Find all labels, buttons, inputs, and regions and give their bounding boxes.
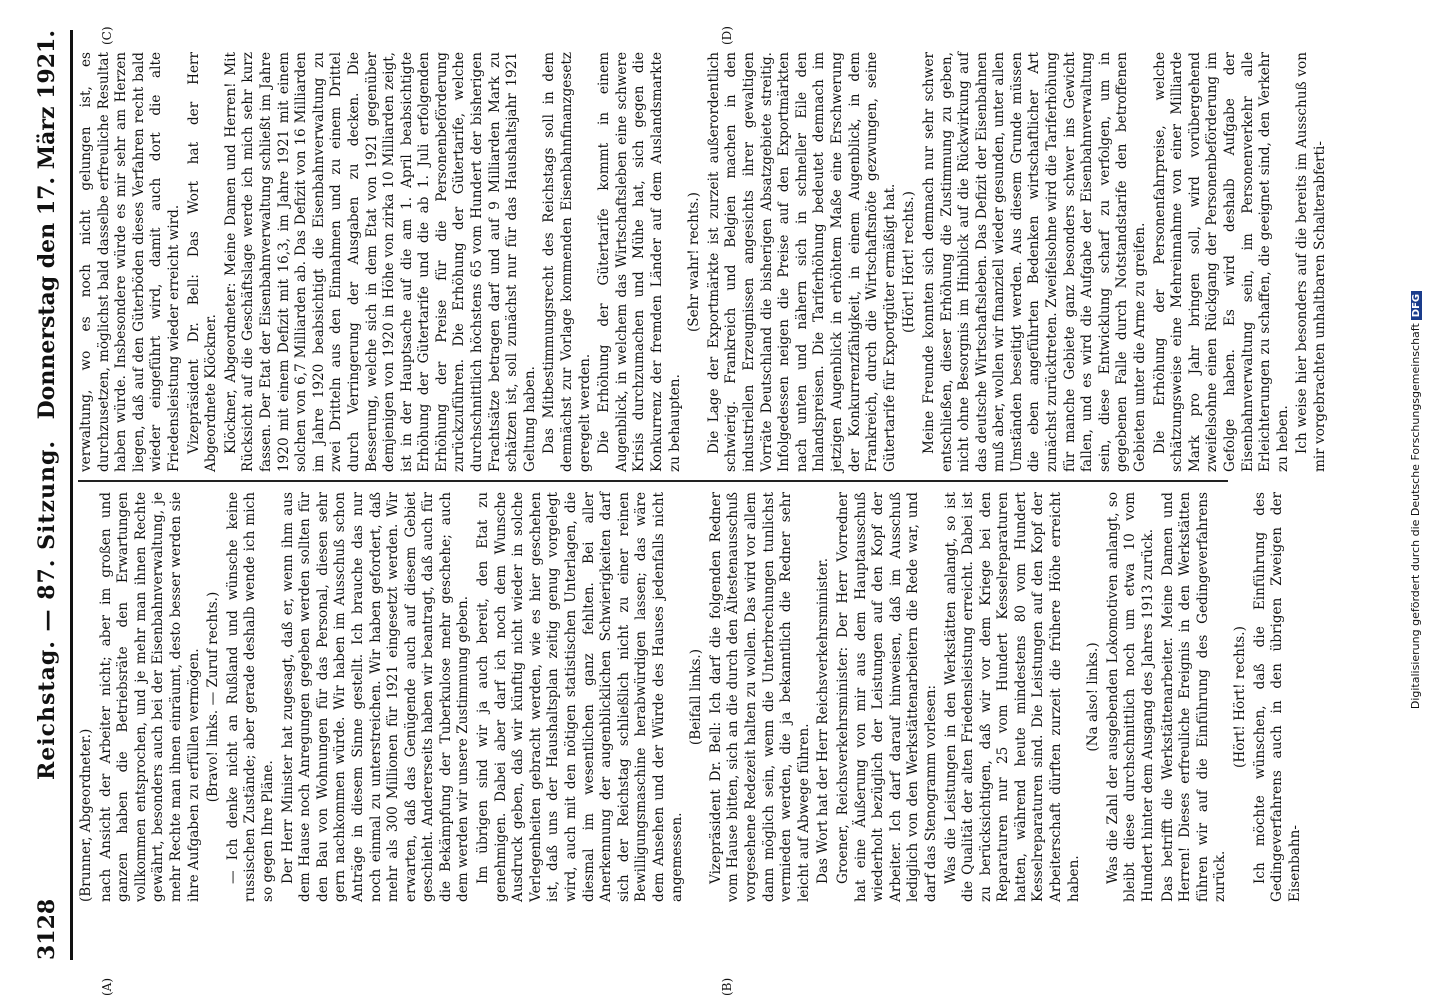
paragraph: verwaltung, wo es noch nicht gelungen ist, es durchzusetzen, möglichst bald dasselbe erfreuliche Resultat haben würde. Insbesondere würde es mir sehr am Herzen liegen, daß auf den Güterböden dieses Verfahren recht bald wieder eingeführt wird, damit auch dort die alte Friedensleistung wieder erreicht wird. xyxy=(78,52,182,472)
paragraph: — Ich denke nicht an Rußland und wünsche keine russischen Zustände; aber gerade deshalb wende ich mich so gegen Ihre Pläne. xyxy=(224,492,276,902)
margin-marker-d: (D) xyxy=(720,26,734,45)
dfg-logo: DFG xyxy=(1411,291,1422,320)
page-header xyxy=(28,30,68,960)
margin-marker-c: (C) xyxy=(100,26,114,45)
margin-marker-a: (A) xyxy=(100,977,114,996)
quoted-stenogram: Was die Leistungen in den Werkstätten anlangt, so ist die Qualität der alten Friedensleistung erreicht. Dabei ist zu berücksichtigen, daß wir vor dem Kriege bei den Reparaturen nur 25 vom Hundert Kesselreparaturen hatten, während heute mindestens 80 vom Hundert Kesselreparaturen sind. Die Leistungen auf den Kopf der Arbeiterschaft dürften zurzeit die frühere Höhe erreicht haben. xyxy=(942,492,1082,902)
paragraph: Was die Zahl der ausgebenden Lokomotiven anlangt, so bleibt diese durchschnittlich noch um etwa 10 vom Hundert hinter dem Ausgang des Jahres 1913 zurück. xyxy=(1104,492,1157,902)
paragraph: Das betrifft die Werkstättenarbeiter. Meine Damen und Herren! Dieses erfreuliche Ereignis in den Werkstätten führen wir auf die Einführung des Gedingeverfahrens zurück. xyxy=(1159,492,1229,902)
interjection: (Hört! Hört! rechts.) xyxy=(1232,626,1248,768)
header-rule xyxy=(70,30,73,960)
speaker-note: (Brunner, Abgeordneter.) xyxy=(78,728,94,902)
paragraph: Das Mitbestimmungsrecht des Reichstags soll in dem demnächst zur Vorlage kommenden Eisenbahnfinanzgesetz geregelt werden. xyxy=(541,52,593,472)
paragraph: Vizepräsident Dr. Bell: Das Wort hat der Herr Abgeordnete Klöckner. xyxy=(185,52,220,472)
digitization-credit xyxy=(1406,0,1430,1000)
text-column-right xyxy=(78,52,1332,472)
paragraph: Die Erhöhung der Personenfahrpreise, welche schätzungsweise eine Mehreinnahme von einer Milliarde Mark pro Jahr bringen soll, wird vorübergehend zweifelsohne einen Rückgang der Personenbeförderung im Gefolge haben. Es wird deshalb Aufgabe der Eisenbahnverwaltung sein, im Personenverkehr alle Erleichterungen zu schaffen, die geeignet sind, den Verkehr zu heben. xyxy=(1151,52,1291,472)
page-number: 3128 xyxy=(34,898,60,960)
paragraph: Meine Freunde konnten sich demnach nur sehr schwer entschließen, dieser Erhöhung die Zustimmung zu geben, nicht ohne Besorgnis im Hinblick auf die Rückwirkung auf das deutsche Wirtschaftsleben. Das Defizit der Eisenbahnen muß aber, wollen wir finanziell wieder gesunden, unter allen Umständen beseitigt werden. Aus diesem Grunde müssen die eben angeführten Bedenken wirtschaftlicher Art zunächst zurücktreten. Zweifelsohne wird die Tariferhöhung für manche Gebiete ganz besonders schwer ins Gewicht fallen, und es wird die Aufgabe der Eisenbahnverwaltung sein, diese Entwicklung scharf zu verfolgen, um in gegebenen Falle durch Notstandstarife den betroffenen Gebieten unter die Arme zu greifen. xyxy=(920,52,1149,472)
paragraph: Die Erhöhung der Gütertarife kommt in einem Augenblick, in welchem das Wirtschaftsleben eine schwere Krisis durchzumachen und Mühe hat, sich gegen die Konkurrenz der fremden Länder auf dem Auslandsmarkte zu behaupten. xyxy=(596,52,683,472)
paragraph: Klöckner, Abgeordneter: Meine Damen und Herren! Mit Rücksicht auf die Geschäftslage werde ich mich sehr kurz fassen. Der Etat der Eisenbahnverwaltung schließt im Jahre 1920 mit einem Defizit mit 16,3, im Jahre 1921 mit einem solchen von 6,7 Milliarden ab. Das Defizit von 16 Milliarden im Jahre 1920 beabsichtigt die Eisenbahnverwaltung zu zwei Dritteln aus den Einnahmen und zu einem Drittel durch Verringerung der Ausgaben zu decken. Die Besserung, welche sich in dem Etat von 1921 gegenüber demjenigen von 1920 in Höhe von zirka 10 Milliarden zeigt, ist in der Hauptsache auf die am 1. April beabsichtigte Erhöhung der Gütertarife und die ab 1. Juli erfolgenden Erhöhung der Preise für die Personenbeförderung zurückzuführen. Die Erhöhung der Gütertarife, welche durchschnittlich höchstens 65 vom Hundert der bisherigen Frachtsätze betragen darf und auf 9 Milliarden Mark zu schätzen ist, soll zunächst nur für das Haushaltsjahr 1921 Geltung haben. xyxy=(222,52,538,472)
text-column-left xyxy=(78,492,1306,902)
interjection: (Hört! Hört! rechts.) xyxy=(901,191,918,333)
paragraph: Die Lage der Exportmärkte ist zurzeit außerordentlich schwierig. Frankreich und Belgien machen in den industriellen Erzeugnissen angesichts ihrer gewaltigen Vorräte Deutschland die bisherigen Absatzgebiete streitig. Infolgedessen neigen die Preise auf den Exportmärkten nach unten und nähern sich in schneller Eile den Inlandspreisen. Die Tariferhöhung bedeutet demnach im jetzigen Augenblick in erhöhtem Maße eine Erschwerung der Konkurrenzfähigkeit, in einem Augenblick, in dem Frankreich, durch die Wirtschaftsnöte gezwungen, seine Gütertarife für Exportgüter ermäßigt hat. xyxy=(705,52,898,472)
paragraph: Ich möchte wünschen, daß die Einführung des Gedingeverfahrens auch in den übrigen Zweigen der Eisenbahn- xyxy=(1251,492,1303,902)
paragraph: Groener, Reichsverkehrsminister: Der Herr Vorredner hat eine Äußerung von mir aus dem Hauptausschuß wiederholt bezüglich der Leistungen auf den Kopf der Arbeiter. Ich darf darauf hinweisen, daß im Ausschuß lediglich von den Werkstättenarbeitern die Rede war, und darf das Stenogramm vorlesen: xyxy=(834,492,939,902)
session-date: Donnerstag den 17. März 1921. xyxy=(34,30,60,420)
paragraph: Der Herr Minister hat zugesagt, daß er, wenn ihm aus dem Hause noch Anregungen gegeben werden sollten für den Bau von Wohnungen für das Personal, diesen sehr gern nachkommen würde. Wir haben im Ausschuß schon Anträge in diesem Sinne gestellt. Ich brauche das nur noch einmal zu unterstreichen. Wir haben gefordert, daß mehr als 300 Millionen für 1921 eingesetzt werden. Wir erwarten, daß das Genügende auch auf diesem Gebiet geschieht. Andererseits haben wir beantragt, daß auch für die Bekämpfung der Tuberkulose mehr geschehe; auch dem werden wir unsere Zustimmung geben. xyxy=(279,492,472,902)
interjection: (Bravo! links. — Zuruf rechts.) xyxy=(205,591,222,803)
margin-marker-b: (B) xyxy=(720,977,734,996)
paragraph: Ich weise hier besonders auf die bereits im Ausschuß von mir vorgebrachten unhaltbaren Schalterabferti- xyxy=(1294,52,1328,472)
paragraph: Vizepräsident Dr. Bell: Ich darf die folgenden Redner vom Hause bitten, sich an die durch den Ältestenausschuß vorgesehene Redezeit halten zu wollen. Das wird vor allem dann möglich sein, wenn die Unterbrechungen tunlichst vermieden werden, die ja bekanntlich die Redner sehr leicht auf Abwege führen. xyxy=(707,492,812,902)
interjection: (Na also! links.) xyxy=(1085,642,1102,752)
interjection: (Beifall links.) xyxy=(688,648,705,746)
session-title: Reichstag. — 87. Sitzung. xyxy=(34,439,60,780)
paragraph: Im übrigen sind wir ja auch bereit, den Etat zu genehmigen. Dabei aber darf ich noch dem Wunsche Ausdruck geben, daß wir künftig nicht wieder in solche Verlegenheiten gebracht werden, wie es hier geschehen ist, daß uns der Haushaltsplan zeitig genug vorgelegt wird, auch mit den nötigen statistischen Unterlagen, die diesmal im wesentlichen ganz fehlten. Bei aller Anerkennung der augenblicklichen Schwierigkeiten darf sich der Reichstag schließlich nicht zu einer reinen Bewilligungsmaschine herabwürdigen lassen; das wäre dem Ansehen und der Würde des Hauses jedenfalls nicht angemessen. xyxy=(475,492,685,902)
paragraph: nach Ansicht der Arbeiter nicht; aber im großen und ganzen haben die Betriebsräte den Erwartungen vollkommen entsprochen, und je mehr man ihnen Rechte gewährt, besonders auch bei der Eisenbahnverwaltung, je mehr Rechte man ihnen einräumt, desto besser werden sie ihre Aufgaben zu erfüllen vermögen. xyxy=(97,492,202,902)
interjection: (Sehr wahr! rechts.) xyxy=(686,192,703,332)
column-divider xyxy=(78,481,1228,483)
credit-text-wrap xyxy=(1406,0,1422,1000)
paragraph: Das Wort hat der Herr Reichsverkehrsminister. xyxy=(815,557,832,884)
credit-text: Digitalisierung gefördert durch die Deutsche Forschungsgemeinschaft xyxy=(1409,323,1422,710)
